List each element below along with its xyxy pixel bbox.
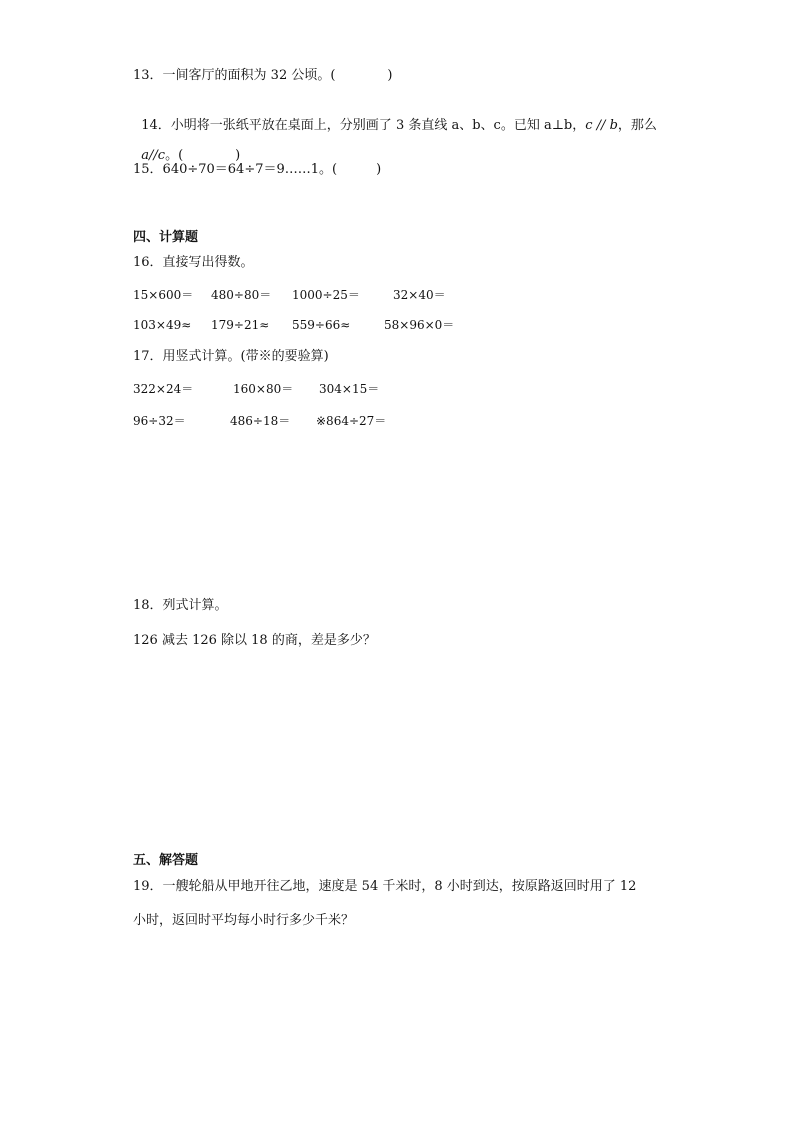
q19-line2: 小时，返回时平均每小时行多少千米？ (133, 913, 355, 928)
q14-line2 (133, 129, 240, 165)
q14-line1-b: c // b (585, 118, 618, 133)
q17-expr: 304×15＝ (319, 382, 380, 396)
q14-line2-c: 。( ) (165, 148, 241, 163)
q17-expr: 322×24＝ (133, 382, 194, 396)
q16-expr: 58×96×0＝ (384, 318, 455, 332)
q17-expr: 96÷32＝ (133, 414, 186, 428)
q14-line2-a: a (141, 148, 150, 163)
q16-label: 16．直接写出得数。 (133, 255, 254, 270)
q14-line1-c: ，那么 (617, 118, 657, 133)
q19-line1: 19．一艘轮船从甲地开往乙地，速度是 54 千米时，8 小时到达，按原路返回时用了 12 (133, 879, 637, 894)
section4-title: 四、计算题 (133, 230, 199, 245)
q13-text: 13．一间客厅的面积为 32 公顷。( ) (133, 68, 393, 83)
q16-expr: 1000÷25＝ (292, 288, 360, 302)
q16-expr: 559÷66≈ (292, 318, 351, 332)
q17-expr: 486÷18＝ (230, 414, 291, 428)
q17-expr: 160×80＝ (233, 382, 294, 396)
q17-expr: ※864÷27＝ (316, 414, 387, 428)
q18-text: 126 减去 126 除以 18 的商，差是多少？ (133, 633, 376, 648)
section5-title: 五、解答题 (133, 853, 199, 868)
q16-expr: 480÷80＝ (211, 288, 272, 302)
q17-label: 17．用竖式计算。(带※的要验算) (133, 349, 329, 364)
q18-label: 18．列式计算。 (133, 598, 228, 613)
q16-expr: 179÷21≈ (211, 318, 270, 332)
q15-text: 15．640÷70＝64÷7＝9……1。( ) (133, 162, 382, 177)
q16-expr: 15×600＝ (133, 288, 194, 302)
q16-expr: 103×49≈ (133, 318, 192, 332)
q14-line1-a: 14．小明将一张纸平放在桌面上，分别画了 3 条直线 a、b、c。已知 a⊥b， (141, 118, 586, 133)
q16-expr: 32×40＝ (393, 288, 446, 302)
q14-line2-b: //c (149, 148, 166, 163)
